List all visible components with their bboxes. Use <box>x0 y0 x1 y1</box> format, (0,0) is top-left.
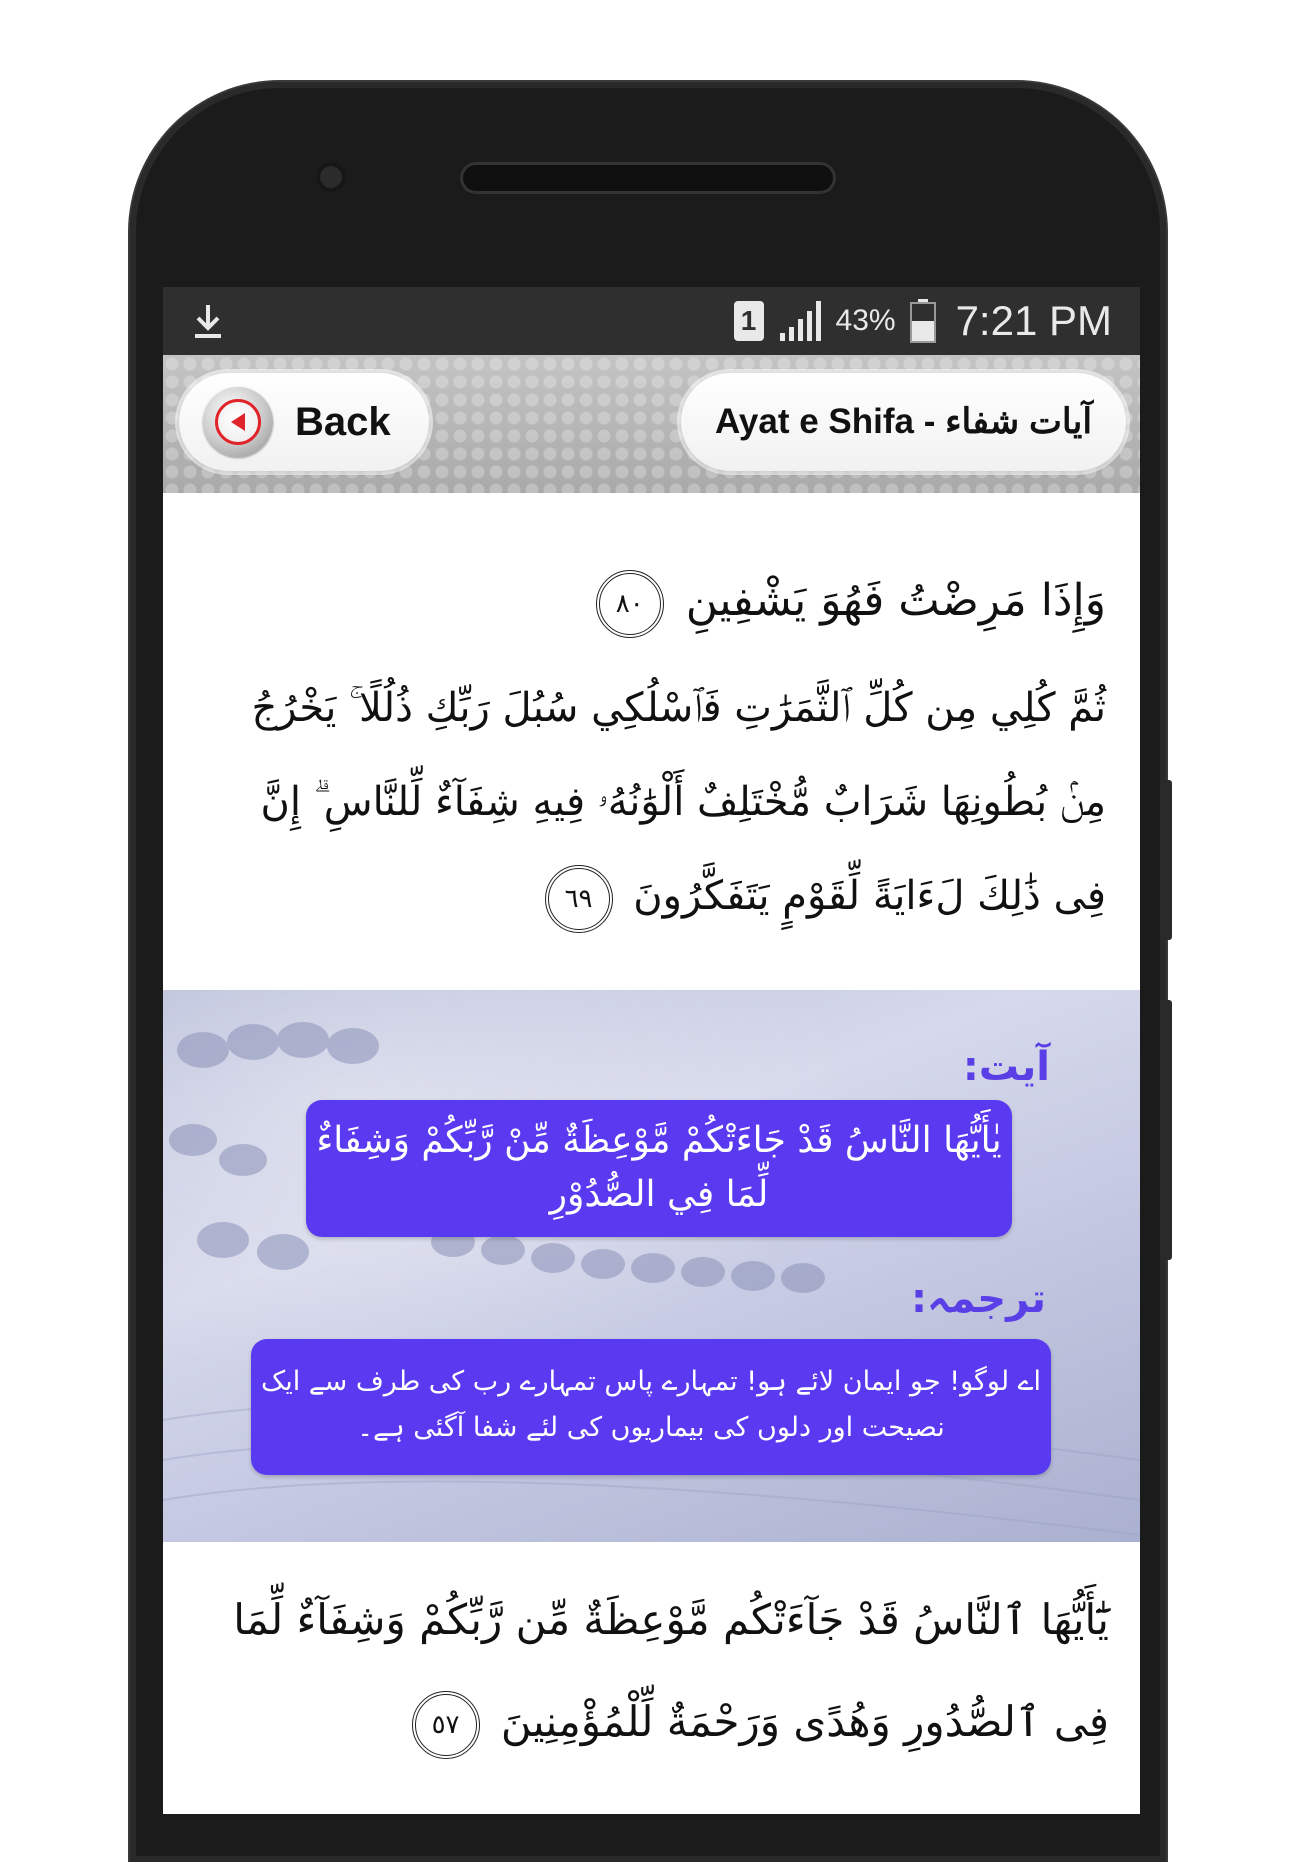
tarjuma-text: اے لوگو! جو ایمان لائے ہو! تمہارے پاس تمہارے رب کی طرف سے ایک نصیحت اور دلوں کی بیماریوں کی لئے شفا آگئی ہے۔ <box>261 1366 1041 1443</box>
verse-text: يَٰٓأَيُّهَا ٱلنَّاسُ قَدْ جَآءَتْكُم مَّوْعِظَةٌ مِّن رَّبِّكُمْ وَشِفَآءٌ لِّمَا فِى ٱلصُّدُورِ وَهُدًى وَرَحْمَةٌ لِّلْمُؤْمِنِينَ <box>233 1595 1109 1746</box>
ayat-banner <box>163 990 1140 1542</box>
back-arrow-icon <box>203 387 273 457</box>
volume-button <box>1162 780 1172 940</box>
download-icon <box>193 303 223 341</box>
ayat-text-box <box>306 1100 1012 1237</box>
earpiece-speaker <box>460 162 836 194</box>
back-button[interactable] <box>179 373 429 471</box>
status-bar <box>163 287 1140 355</box>
tarjuma-text-box <box>251 1339 1051 1475</box>
tarjuma-heading: ترجمہ: <box>911 1276 1046 1322</box>
verse-text: وَإِذَا مَرِضْتُ فَهُوَ يَشْفِينِ <box>685 575 1106 626</box>
back-label: Back <box>295 399 391 444</box>
app-header <box>163 355 1140 493</box>
ayat-heading: آیت: <box>962 1044 1050 1090</box>
battery-percent: 43% <box>835 304 896 337</box>
sim-1-icon: 1 <box>734 301 764 341</box>
battery-icon <box>910 299 936 343</box>
ayat-text: يٰأَيُّهَا النَّاسُ قَدْ جَاءَتْكُمْ مَّوْعِظَةٌ مِّنْ رَّبِّكُمْ وَشِفَاءٌ لِّمَا فِي الصُّدُوْرِ <box>316 1120 1002 1215</box>
page-title: Ayat e Shifa - آیات شفاء <box>714 402 1093 441</box>
front-camera <box>316 162 346 192</box>
power-button <box>1162 1000 1172 1260</box>
verses-top <box>163 493 1140 943</box>
verse-69 <box>197 661 1106 943</box>
verse-80 <box>197 549 1106 653</box>
ayah-number-marker: ٨٠ <box>596 570 664 638</box>
ayah-number-marker: ٦٩ <box>545 865 613 933</box>
verse-text: ثُمَّ كُلِي مِن كُلِّ ٱلثَّمَرَٰتِ فَٱسْلُكِي سُبُلَ رَبِّكِ ذُلُلًا ۚ يَخْرُجُ مِنۢ بُطُونِهَا شَرَابٌ مُّخْتَلِفٌ أَلْوَٰنُهُۥ فِيهِ شِفَآءٌ لِّلنَّاسِ ۗ إِنَّ فِى ذَٰلِكَ لَءَايَةً لِّقَوْمٍ يَتَفَكَّرُونَ <box>251 685 1106 919</box>
app-screen <box>163 287 1140 1814</box>
verse-57 <box>197 1569 1109 1773</box>
ayah-number-marker: ٥٧ <box>412 1691 480 1759</box>
clock: 7:21 PM <box>955 297 1112 344</box>
signal-icon <box>778 299 822 343</box>
title-badge <box>681 373 1126 471</box>
